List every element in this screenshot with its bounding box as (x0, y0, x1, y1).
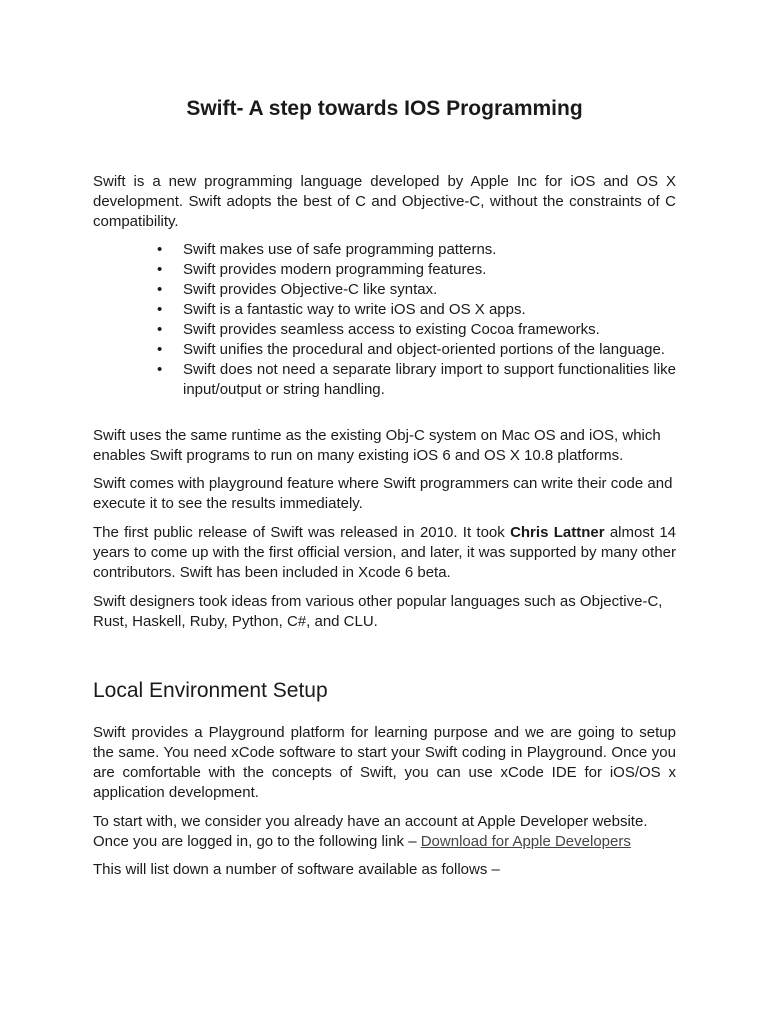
account-line-1: To start with, we consider you already have an account at Apple Developer website. (93, 813, 648, 830)
bullet-icon: • (157, 261, 163, 278)
list-item-text: Swift makes use of safe programming patterns. (183, 241, 497, 258)
download-link[interactable]: Download for Apple Developers (420, 833, 631, 850)
list-item-text: Swift unifies the procedural and object-oriented portions of the language. (183, 341, 665, 358)
feature-list (157, 240, 676, 400)
setup-paragraph: Swift provides a Playground platform for learning purpose and we are going to setup the same. You need xCode software to start your Swift coding in Playground. Once you are comfortable with the concepts of Swift, you can use xCode IDE for iOS/OS x application development. (93, 724, 676, 801)
list-item (157, 240, 676, 260)
author-name: Chris Lattner (510, 524, 605, 541)
intro-paragraph: Swift is a new programming language developed by Apple Inc for iOS and OS X development. Swift adopts the best of C and Objective-C, without the constraints of C compatibility. (93, 173, 676, 230)
release-paragraph (93, 523, 676, 583)
list-item (157, 300, 676, 320)
bullet-icon: • (157, 361, 163, 378)
list-item (157, 320, 676, 340)
runtime-paragraph: Swift uses the same runtime as the existing Obj-C system on Mac OS and iOS, which enables Swift programs to run on many existing iOS 6 and OS X 10.8 platforms. (93, 427, 661, 464)
bullet-icon: • (157, 341, 163, 358)
list-item-text: Swift provides modern programming features. (183, 261, 487, 278)
account-paragraph (93, 812, 676, 852)
list-item (157, 260, 676, 280)
bullet-icon: • (157, 321, 163, 338)
designers-paragraph: Swift designers took ideas from various other popular languages such as Objective-C, Rust, Haskell, Ruby, Python, C#, and CLU. (93, 593, 663, 630)
section-heading: Local Environment Setup (93, 679, 328, 702)
bullet-icon: • (157, 241, 163, 258)
playground-paragraph: Swift comes with playground feature where Swift programmers can write their code and execute it to see the results immediately. (93, 475, 673, 512)
list-item (157, 340, 676, 360)
account-line-2: Once you are logged in, go to the following link – (93, 833, 421, 850)
list-item (157, 280, 676, 300)
list-item-text: Swift provides seamless access to existing Cocoa frameworks. (183, 321, 600, 338)
release-text-end: almost 14 years to come up with the first official version, and later, it was supported by many other contributors. Swift has been included in Xcode 6 beta. (93, 524, 676, 581)
release-text-start: The first public release of Swift was released in 2010. It took (93, 524, 511, 541)
bullet-icon: • (157, 281, 163, 298)
bullet-icon: • (157, 301, 163, 318)
list-item-text: Swift is a fantastic way to write iOS and OS X apps. (183, 301, 526, 318)
page-title: Swift- A step towards IOS Programming (186, 97, 583, 120)
list-item-text: Swift provides Objective-C like syntax. (183, 281, 438, 298)
list-intro-paragraph: This will list down a number of software available as follows – (93, 861, 500, 878)
list-item (157, 360, 676, 400)
list-item-text: Swift does not need a separate library import to support functionalities like input/output or string handling. (183, 361, 676, 398)
